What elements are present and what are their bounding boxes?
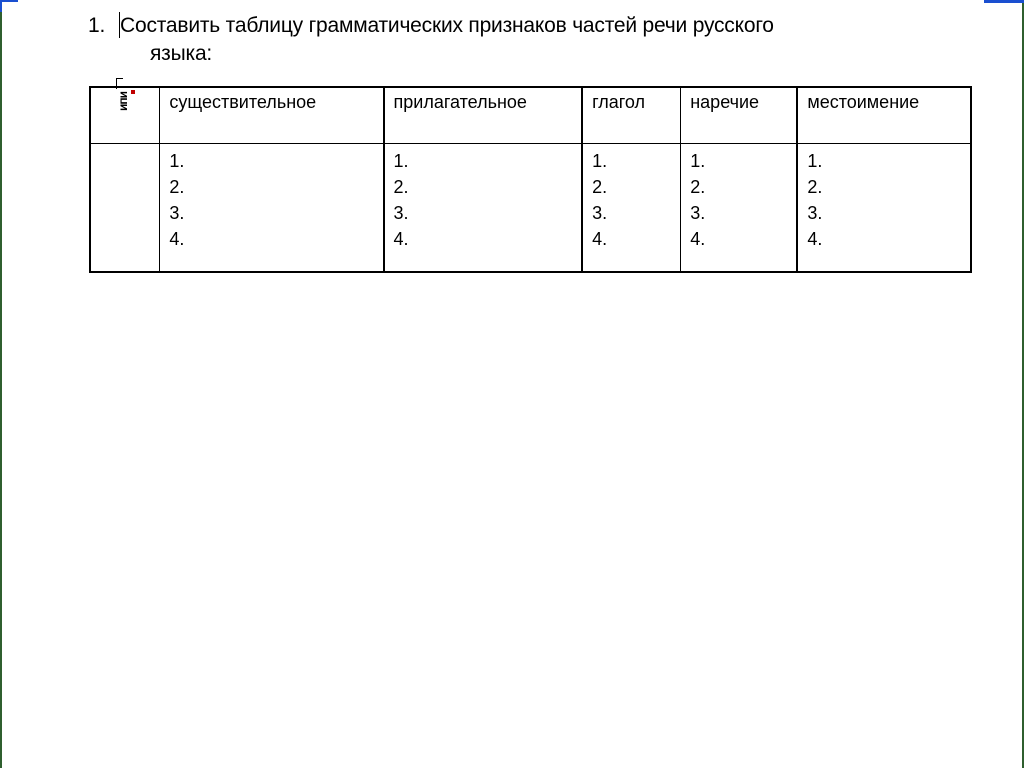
text-cursor xyxy=(119,12,120,38)
window-left-edge xyxy=(0,0,2,768)
list-item: 2. xyxy=(807,177,823,197)
table-header-cell[interactable]: наречие xyxy=(681,87,798,144)
task-text-line2[interactable]: языка: xyxy=(150,42,213,65)
list-item: 2. xyxy=(690,177,706,197)
list-item: 1. xyxy=(169,151,185,171)
window-top-edge-accent xyxy=(0,0,18,2)
list-item: 3. xyxy=(169,203,185,223)
table-side-cell[interactable] xyxy=(90,87,160,144)
table-header-cell[interactable]: местоимение xyxy=(797,87,971,144)
table-side-label: ипи xyxy=(116,92,130,112)
list-item: 3. xyxy=(807,203,823,223)
table-header-cell[interactable]: прилагательное xyxy=(384,87,583,144)
table-cell[interactable] xyxy=(797,144,971,273)
list-item: 3. xyxy=(393,203,409,223)
list-item: 4. xyxy=(807,229,823,249)
list-item: 1. xyxy=(393,151,409,171)
numbered-list xyxy=(169,148,373,252)
list-item: 2. xyxy=(592,177,608,197)
numbered-list xyxy=(592,148,671,252)
table-header-cell[interactable]: существительное xyxy=(160,87,384,144)
table-cell[interactable] xyxy=(681,144,798,273)
task-text-line1[interactable]: Составить таблицу грамматических признаков частей речи русского xyxy=(120,14,774,37)
list-item: 2. xyxy=(393,177,409,197)
list-item: 4. xyxy=(592,229,608,249)
grammar-table xyxy=(89,86,972,273)
numbered-list xyxy=(807,148,961,252)
list-item: 3. xyxy=(690,203,706,223)
numbered-list xyxy=(394,148,573,252)
list-item: 1. xyxy=(592,151,608,171)
numbered-list xyxy=(690,148,787,252)
table-cell[interactable] xyxy=(384,144,583,273)
list-item: 1. xyxy=(807,151,823,171)
table-header-row xyxy=(90,87,971,144)
task-number: 1. xyxy=(88,14,106,37)
list-item: 4. xyxy=(169,229,185,249)
table-cell[interactable] xyxy=(160,144,384,273)
red-marker-icon xyxy=(131,90,135,94)
list-item: 4. xyxy=(393,229,409,249)
list-item: 3. xyxy=(592,203,608,223)
table-row xyxy=(90,144,971,273)
list-item: 4. xyxy=(690,229,706,249)
cell-marker-icon xyxy=(116,78,123,89)
list-item: 1. xyxy=(690,151,706,171)
table-cell[interactable] xyxy=(90,144,160,273)
table-cell[interactable] xyxy=(582,144,681,273)
window-right-edge-accent xyxy=(984,0,1024,3)
table-header-cell[interactable]: глагол xyxy=(582,87,681,144)
list-item: 2. xyxy=(169,177,185,197)
